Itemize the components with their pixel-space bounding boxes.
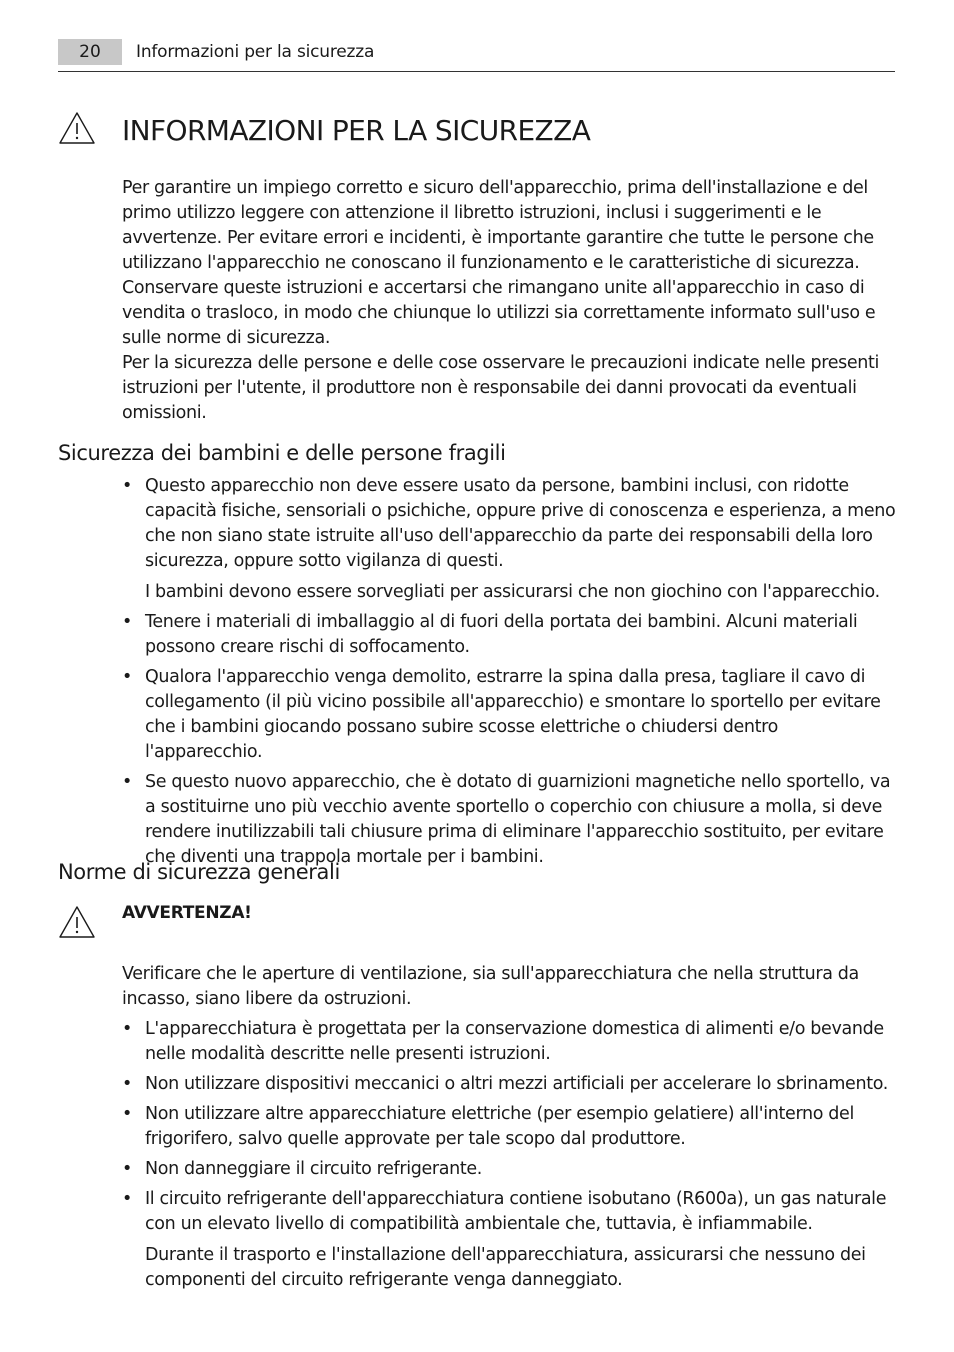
list-item-text: • Se questo nuovo apparecchio, che è dotato di guarnizioni magnetiche nello sportello, va a sostituirne uno più vecchio avente sportello o coperchio con chiusure a molla, si deve rendere inutilizzabili tali chiusure prima di eliminare l'apparecchio sostituito, per evitare che diventi una trappola mortale per i bambini. (145, 772, 891, 867)
list-item-subtext: Durante il trasporto e l'installazione dell'apparecchiatura, assicurarsi che nessuno dei componenti del circuito refrigerante venga danneggiato. (145, 1245, 866, 1290)
warning-triangle-icon (58, 905, 96, 939)
section-title-general-safety: Norme di sicurezza generali (58, 860, 340, 884)
intro-text (122, 176, 897, 426)
list-item (122, 770, 897, 870)
intro-paragraph: Per garantire un impiego corretto e sicuro dell'apparecchio, prima dell'installazione e del primo utilizzo leggere con attenzione il libretto istruzioni, inclusi i suggerimenti e le avvertenze. Per evitare errori e incidenti, è importante garantire che tutte le persone che utilizzano l'apparecchio ne conoscano il funzionamento e le caratteristiche di sicurezza. Conservare queste istruzioni e accertarsi che rimangano unite all'apparecchio in caso di vendita o trasloco, in modo che chiunque lo utilizzi sia correttamente informato sull'uso e sulle norme di sicurezza. (122, 178, 876, 348)
list-item (122, 1102, 897, 1152)
list-item (122, 1072, 897, 1097)
page-number: 20 (58, 39, 122, 65)
list-item (122, 610, 897, 660)
warning-triangle-icon (58, 111, 96, 145)
warning-label: AVVERTENZA! (122, 903, 252, 923)
list-item (122, 474, 897, 605)
list-item-text: • Non danneggiare il circuito refrigerante. (145, 1159, 482, 1179)
list-item-subtext: I bambini devono essere sorvegliati per assicurarsi che non giochino con l'apparecchio. (145, 582, 880, 602)
list-item (122, 1017, 897, 1067)
section-title-children-safety: Sicurezza dei bambini e delle persone fragili (58, 441, 506, 465)
list-item-text: • Qualora l'apparecchio venga demolito, estrarre la spina dalla presa, tagliare il cavo di collegamento (il più vicino possibile all'apparecchio) e smontare lo sportello per evitare che i bambini giocando possano subire scosse elettriche o chiudersi dentro l'apparecchio. (145, 667, 881, 762)
list-item-text: • Tenere i materiali di imballaggio al di fuori della portata dei bambini. Alcuni materiali possono creare rischi di soffocamento. (145, 612, 858, 657)
page-header (58, 39, 895, 72)
list-item-text: • Non utilizzare dispositivi meccanici o altri mezzi artificiali per accelerare lo sbrinamento. (145, 1074, 888, 1094)
intro-paragraph: Per la sicurezza delle persone e delle cose osservare le precauzioni indicate nelle presenti istruzioni per l'utente, il produttore non è responsabile dei danni provocati da eventuali omissioni. (122, 353, 880, 423)
list-item (122, 1157, 897, 1182)
children-safety-list (122, 474, 897, 875)
header-title: Informazioni per la sicurezza (136, 42, 375, 62)
list-item-text: • L'apparecchiatura è progettata per la conservazione domestica di alimenti e/o bevande nelle modalità descritte nelle presenti istruzioni. (145, 1019, 884, 1064)
page-title: INFORMAZIONI PER LA SICUREZZA (122, 114, 591, 147)
list-item-text: • Questo apparecchio non deve essere usato da persone, bambini inclusi, con ridotte capacità fisiche, sensoriali o psichiche, oppure prive di conoscenza e esperienza, a meno che non siano state istruite all'uso dell'apparecchio da parte dei responsabili della loro sicurezza, oppure sotto vigilanza di questi. (145, 476, 896, 571)
list-item-text: • Non utilizzare altre apparecchiature elettriche (per esempio gelatiere) all'interno del frigorifero, salvo quelle approvate per tale scopo dal produttore. (145, 1104, 854, 1149)
list-item (122, 665, 897, 765)
list-item (122, 1187, 897, 1293)
ventilation-note: Verificare che le aperture di ventilazione, sia sull'apparecchiatura che nella struttura da incasso, siano libere da ostruzioni. (122, 964, 859, 1009)
general-safety-list (122, 1017, 897, 1298)
list-item-text: • Il circuito refrigerante dell'apparecchiatura contiene isobutano (R600a), un gas naturale con un elevato livello di compatibilità ambientale che, tuttavia, è infiammabile. (145, 1189, 887, 1234)
